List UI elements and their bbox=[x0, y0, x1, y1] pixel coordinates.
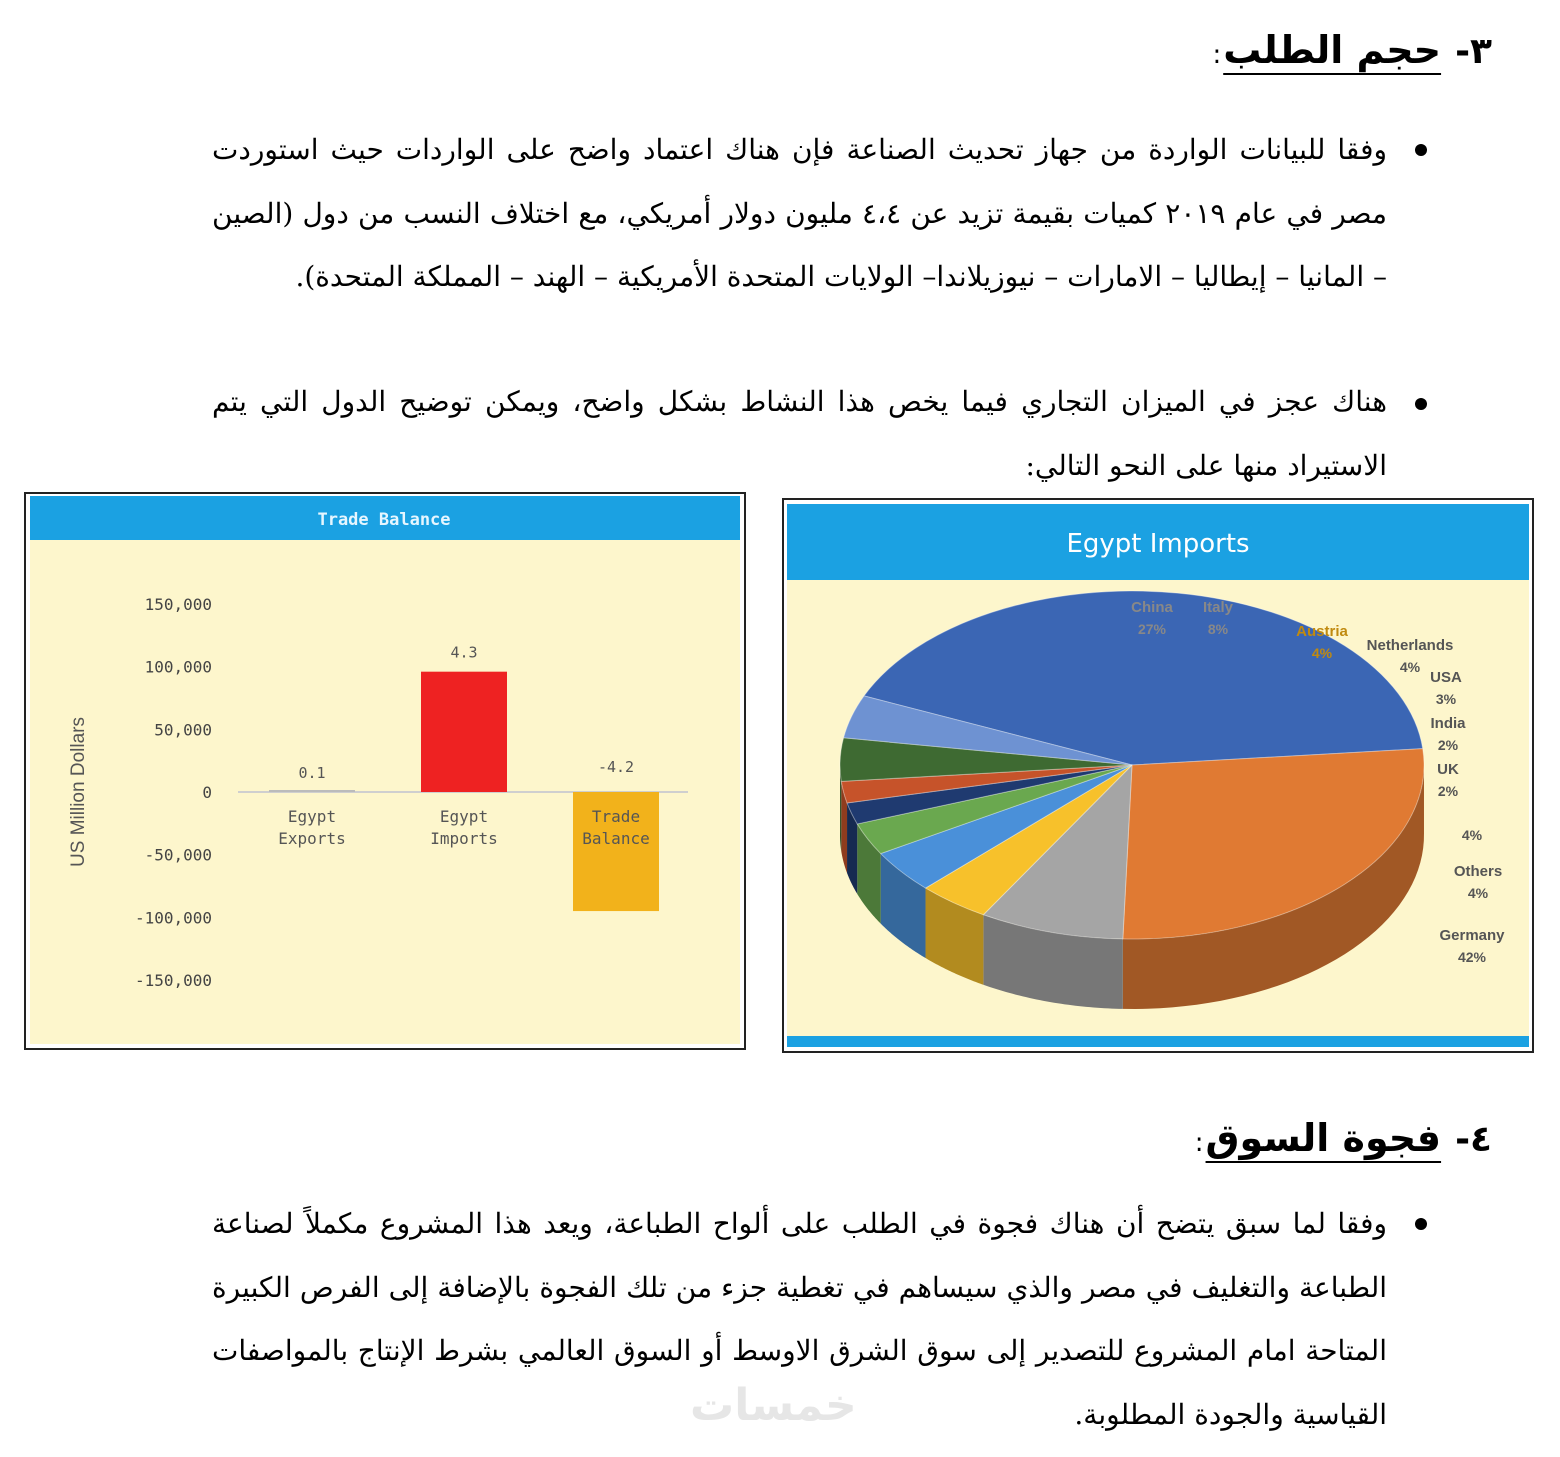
bar bbox=[269, 790, 355, 792]
y-tick-label: 50,000 bbox=[154, 720, 212, 740]
pie-label: Austria bbox=[1296, 623, 1348, 640]
pie-value-label: 4% bbox=[1467, 885, 1489, 901]
y-tick-label: -150,000 bbox=[134, 971, 212, 990]
pie-label: USA bbox=[1430, 669, 1462, 686]
bullet-icon bbox=[1415, 144, 1427, 156]
pie-value-label: 4% bbox=[1399, 659, 1421, 675]
y-tick-label: -50,000 bbox=[144, 845, 212, 865]
pie-label: Others bbox=[1453, 863, 1503, 880]
section-3-heading bbox=[1212, 28, 1492, 72]
pie-value-label: 27% bbox=[1137, 621, 1167, 637]
bar bbox=[421, 672, 507, 792]
pie-label: Italy bbox=[1202, 599, 1234, 616]
pie-value-label: 4% bbox=[1461, 827, 1483, 843]
section-4-paragraph-1: وفقا لما سبق يتضح أن هناك فجوة في الطلب على ألواح الطباعة، ويعد هذا المشروع مكملاً لصناعة الطباعة والتغليف في مصر والذي سيساهم في تغطية جزء من تلك الفجوة بالإضافة إلى الفرص الكبيرة المتاحة امام المشروع للتصدير إلى سوق الشرق الاوسط أو السوق العالمي بشرط الإنتاج بالمواصفات القياسية والجودة المطلوبة. bbox=[212, 1207, 1388, 1431]
pie-label: Germany bbox=[1439, 927, 1505, 944]
trade-balance-chart bbox=[24, 492, 746, 1050]
section-4-heading bbox=[1195, 1116, 1492, 1160]
watermark: خمسات bbox=[690, 1380, 857, 1431]
pie-label: UK bbox=[1437, 761, 1459, 778]
section-3-colon: : bbox=[1212, 40, 1222, 70]
y-axis-label: US Million Dollars bbox=[68, 717, 89, 867]
data-label: 0.1 bbox=[298, 764, 326, 782]
pie-value-label: 4% bbox=[1311, 645, 1333, 661]
section-3-paragraph-1: وفقا للبيانات الواردة من جهاز تحديث الصناعة فإن هناك اعتماد واضح على الواردات حيث استوردت مصر في عام ٢٠١٩ كميات بقيمة تزيد عن ٤،٤ مليون دولار أمريكي، مع اختلاف النسب من دول (الصين – المانيا – إيطاليا – الامارات – نيوزيلاندا– الولايات المتحدة الأمريكية – الهند – المملكة المتحدة). bbox=[212, 133, 1388, 293]
x-tick-label: Exports bbox=[278, 829, 346, 848]
x-tick-label: Balance bbox=[582, 829, 650, 848]
chart-title: Egypt Imports bbox=[1066, 529, 1250, 559]
pie-value-label: 2% bbox=[1437, 737, 1459, 753]
egypt-imports-svg bbox=[784, 500, 1532, 1051]
x-tick-label: Imports bbox=[430, 829, 498, 848]
pie-label: Netherlands bbox=[1366, 637, 1454, 654]
pie-value-label: 3% bbox=[1435, 691, 1457, 707]
pie-value-label: 8% bbox=[1207, 621, 1229, 637]
x-tick-label: Trade bbox=[591, 807, 641, 826]
x-tick-label: Egypt bbox=[439, 807, 489, 826]
chart-title: Trade Balance bbox=[317, 510, 451, 530]
section-3-number: ٣- bbox=[1455, 31, 1492, 72]
data-label: -4.2 bbox=[597, 758, 635, 776]
pie-value-label: 42% bbox=[1457, 949, 1487, 965]
y-tick-label: -100,000 bbox=[134, 908, 212, 928]
x-tick-label: Egypt bbox=[287, 807, 337, 826]
section-4-number: ٤- bbox=[1455, 1119, 1492, 1160]
section-4-title: فجوة السوق bbox=[1205, 1116, 1442, 1160]
y-tick-label: 100,000 bbox=[144, 657, 212, 677]
egypt-imports-chart bbox=[782, 498, 1534, 1053]
bullet-icon bbox=[1415, 398, 1427, 410]
pie-label: China bbox=[1131, 599, 1173, 616]
trade-balance-svg bbox=[26, 494, 744, 1048]
y-tick-label: 150,000 bbox=[144, 595, 212, 614]
section-4-colon: : bbox=[1194, 1128, 1204, 1158]
bullet-icon bbox=[1415, 1218, 1427, 1230]
y-tick-label: 0 bbox=[202, 783, 212, 802]
chart-footer bbox=[787, 1036, 1529, 1047]
pie-label: India bbox=[1430, 715, 1466, 732]
pie-value-label: 2% bbox=[1437, 783, 1459, 799]
section-3-title: حجم الطلب bbox=[1223, 28, 1442, 72]
data-label: 4.3 bbox=[450, 643, 478, 662]
section-3-paragraph-2: هناك عجز في الميزان التجاري فيما يخص هذا النشاط بشكل واضح، ويمكن توضيح الدول التي يتم الاستيراد منها على النحو التالي: bbox=[212, 385, 1387, 482]
